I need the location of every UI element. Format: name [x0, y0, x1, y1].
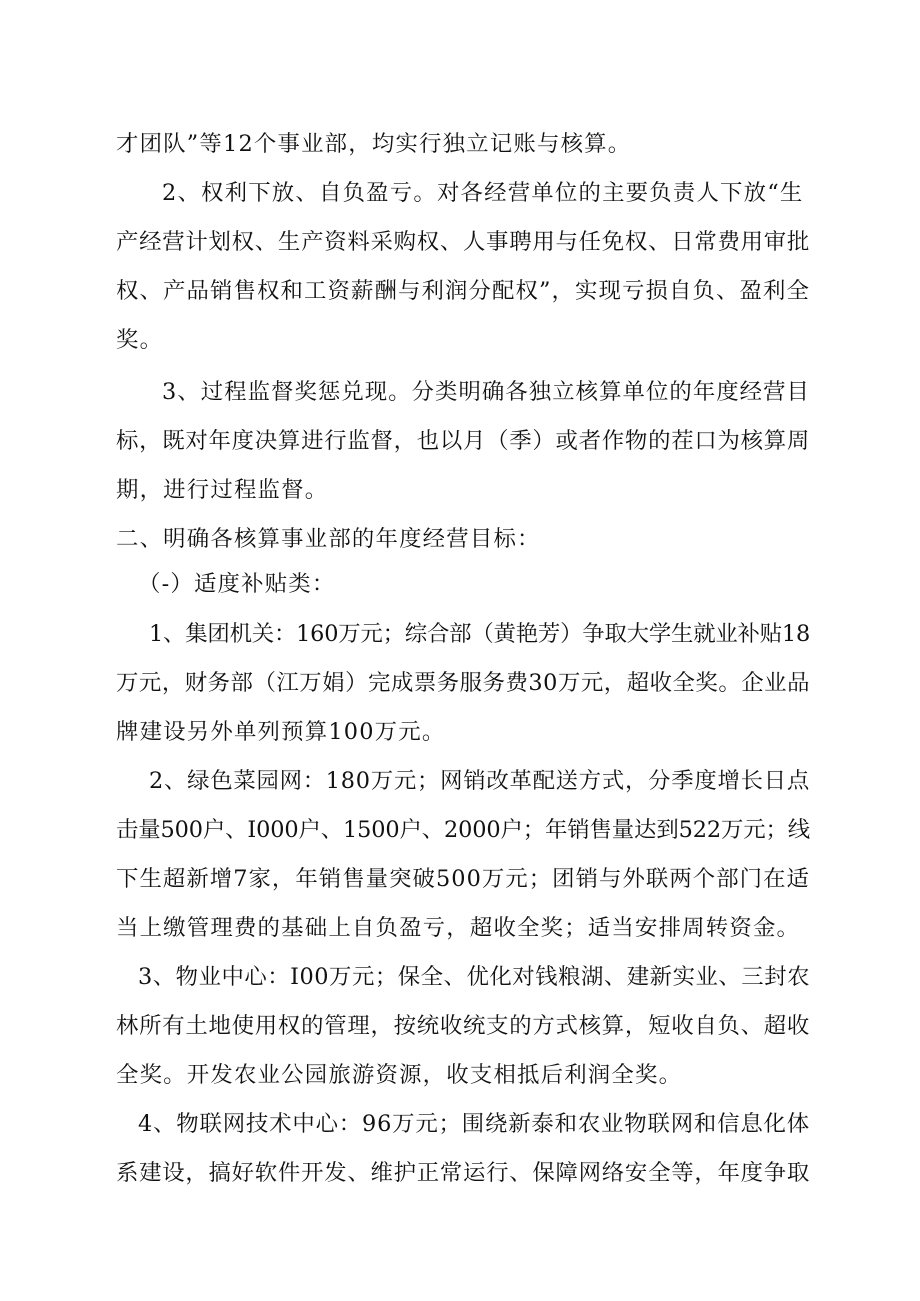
text-line: 牌建设另外单列预算100万元。 [116, 719, 446, 745]
text-line: 才团队”等12个事业部，均实行独立记账与核算。 [116, 131, 632, 157]
item-property-center [116, 953, 810, 1100]
text-line: 奖。 [116, 327, 164, 353]
text-line: 当上缴管理费的基础上自负盈亏，超收全奖；适当安排周转资金。 [116, 915, 801, 941]
text-line: 全奖。开发农业公园旅游资源，收支相抵后利润全奖。 [116, 1062, 683, 1088]
text-line: 2、权利下放、自负盈亏。对各经营单位的主要负责人下放“生 [162, 180, 804, 206]
text-line: 1、集团机关：160万元；综合部（黄艳芳）争取大学生就业补贴18 [149, 621, 810, 647]
text-line: 标，既对年度决算进行监督，也以月（季）或者作物的茬口为核算周 [116, 428, 810, 454]
text-line: 万元，财务部（江万娟）完成票务服务费30万元，超收全奖。企业品 [116, 670, 810, 696]
section-heading-2 [116, 515, 810, 564]
section-heading-text: 二、明确各核算事业部的年度经营目标： [116, 526, 541, 552]
item-group-office [116, 610, 810, 757]
text-line: 系建设，搞好软件开发、维护正常运行、保障网络安全等，年度争取 [116, 1160, 810, 1186]
text-line: 3、过程监督奖惩兑现。分类明确各独立核算单位的年度经营目 [162, 379, 810, 405]
text-line: 权、产品销售权和工资薪酬与利润分配权”，实现亏损自负、盈利全 [116, 278, 810, 304]
paragraph-power-delegation [116, 169, 810, 365]
subsection-heading-text: （-）适度补贴类： [138, 571, 336, 597]
subsection-heading-subsidy [116, 560, 810, 609]
text-line: 期，进行过程监督。 [116, 477, 329, 503]
text-line: 下生超新增7家，年销售量突破500万元；团销与外联两个部门在适 [116, 866, 810, 892]
text-line: 4、物联网技术中心：96万元；围绕新泰和农业物联网和信息化体 [138, 1111, 810, 1137]
item-green-vegetable-web [116, 757, 810, 953]
paragraph-process-supervision [116, 368, 810, 515]
paragraph-continuation [116, 120, 810, 169]
text-line: 3、物业中心：I00万元；保全、优化对钱粮湖、建新实业、三封农 [138, 964, 810, 990]
text-line: 林所有土地使用权的管理，按统收统支的方式核算，短收自负、超收 [116, 1013, 810, 1039]
item-iot-center [116, 1100, 810, 1198]
text-line: 击量500户、I000户、1500户、2000户；年销售量达到522万元；线 [116, 817, 810, 843]
text-line: 产经营计划权、生产资料采购权、人事聘用与任免权、日常费用审批 [116, 229, 810, 255]
text-line: 2、绿色菜园网：180万元；网销改革配送方式，分季度增长日点 [149, 768, 810, 794]
